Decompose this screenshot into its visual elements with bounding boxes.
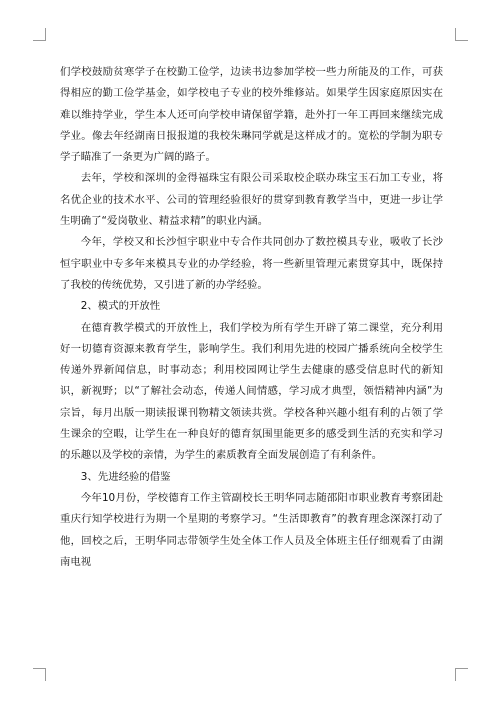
crop-mark-bottom-left [33, 668, 46, 681]
section-heading-openness: 2、模式的开放性 [80, 300, 161, 313]
crop-mark-top-left [33, 28, 46, 41]
crop-mark-bottom-right [455, 668, 468, 681]
paragraph-continued: 们学校鼓励贫寒学子在校勤工俭学，边读书边参加学校一些力所能及的工作，可获得相应的勤工俭学基金，如学校电子专业的校外维修站。如果学生因家庭原因实在难以维持学业，学生本人还可向学校申请保留学籍，赴外打一年工再回来继续完成学业。像去年经湖南日报报道的我校朱琳同学就是这样成才的。宽松的学制为职专学子瞄准了一条更为广阔的路子。 [60, 66, 443, 164]
document-body [60, 62, 443, 573]
paragraph-jewelry-program: 去年，学校和深圳的金得福珠宝有限公司采取校企联办珠宝玉石加工专业，将名优企业的技术水平、公司的管理经验很好的贯穿到教育教学当中，更进一步让学生明确了“爱岗敬业、精益求精”的职业内涵。 [60, 172, 443, 228]
paragraph-openness: 在德育教学模式的开放性上，我们学校为所有学生开辟了第二课堂，充分利用好一切德育资源来教育学生，影响学生。我们利用先进的校园广播系统向全校学生传递外界新闻信息，时事动态；利用校园网让学生去健康的感受信息时代的新知识，新视野；以“了解社会动态，传递人间情感，学习成才典型，领悟精神内涵”为宗旨，每月出版一期读报课刊物精文领读共赏。学校各种兴趣小组有利的占领了学生课余的空暇，让学生在一种良好的德育氛围里能更多的感受到生活的充实和学习的乐趣以及学校的亲情，为学生的素质教育全面发展创造了有利条件。 [60, 321, 443, 462]
paragraph-experience: 今年10月份，学校德育工作主管副校长王明华同志随邵阳市职业教育考察团赴重庆行知学校进行为期一个星期的考察学习。“生活即教育”的教育理念深深打动了他，回校之后，王明华同志带领学生处全体工作人员及全体班主任仔细观看了由湖南电视 [60, 491, 443, 568]
paragraph-cnc-mold-program: 今年，学校又和长沙恒宇职业中专合作共同创办了数控模具专业，吸收了长沙恒宇职业中专多年来模具专业的办学经验，将一些新里管理元素贯穿其中，既保持了我校的传统优势，又引进了新的办学经验。 [60, 236, 443, 291]
section-heading-experience: 3、先进经验的借鉴 [80, 470, 171, 483]
crop-mark-top-right [455, 28, 468, 41]
